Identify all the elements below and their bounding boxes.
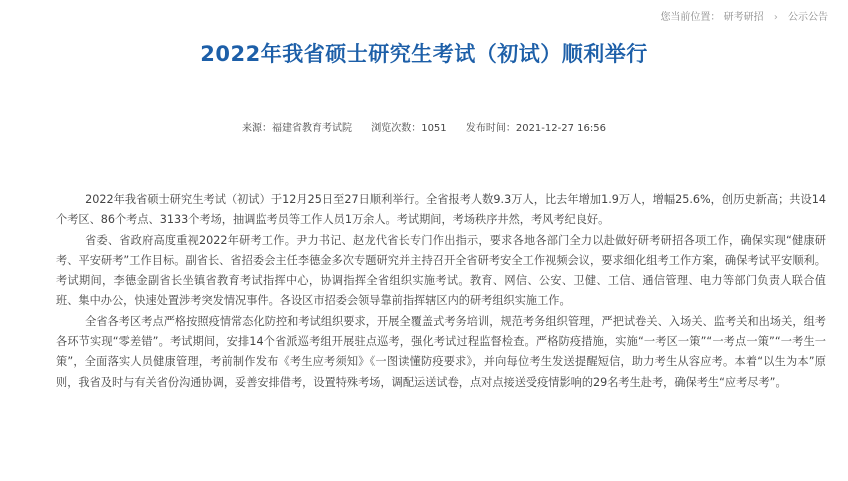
article-paragraph-1: 2022年我省硕士研究生考试（初试）于12月25日至27日顺利举行。全省报考人数9.3万人，比去年增加1.9万人，增幅25.6%，创历史新高；共设14个考区、86个考点、3133个考场，抽调监考员等工作人员1万余人。考试期间，考场秩序井然，考风考纪良好。: [56, 193, 826, 227]
meta-views-value: 1051: [421, 123, 447, 134]
meta-source-value: 福建省教育考试院: [272, 123, 353, 134]
breadcrumb-item-research-exam[interactable]: 研考研招: [723, 12, 764, 23]
article-title: 2022年我省硕士研究生考试（初试）顺利举行: [200, 42, 648, 66]
breadcrumb: [660, 8, 828, 23]
meta-views-label: 浏览次数：: [371, 123, 422, 134]
meta-date-label: 发布时间：: [465, 123, 516, 134]
meta-date: [466, 123, 606, 134]
article-paragraph-3: 全省各考区考点严格按照疫情常态化防控和考试组织要求，开展全覆盖式考务培训，规范考务组织管理，严把试卷关、入场关、监考关和出场关，组考各环节实现“零差错”。考试期间，安排14个省派巡考组开展驻点巡考，强化考试过程监督检查。严格防疫措施，实施“一考区一策”“一考点一策”“一考生一策”，全面落实人员健康管理，考前制作发布《考生应考须知》《一图读懂防疫要求》，并向每位考生发送提醒短信，助力考生从容应考。本着“以生为本”原则，我省及时与有关省份沟通协调，妥善安排借考，设置特殊考场，调配运送试卷，点对点接送受疫情影响的29名考生赴考，确保考生“应考尽考”。: [56, 314, 826, 389]
article-paragraph-2: 省委、省政府高度重视2022年研考工作。尹力书记、赵龙代省长专门作出指示，要求各地各部门全力以赴做好研考研招各项工作，确保实现“健康研考、平安研考”工作目标。副省长、省招委会主任李德金多次专题研究并主持召开全省研考安全工作视频会议，要求细化组考工作方案，确保考试平安顺利。考试期间，李德金副省长坐镇省教育考试指挥中心，协调指挥全省组织实施考试。教育、网信、公安、卫健、工信、通信管理、电力等部门负责人联合值班、集中办公，快速处置涉考突发情况事件。各设区市招委会领导靠前指挥辖区内的研考组织实施工作。: [56, 233, 826, 308]
article-meta: [0, 119, 848, 134]
breadcrumb-prefix: 您当前位置：: [660, 12, 721, 23]
meta-source-label: 来源：: [242, 123, 273, 134]
breadcrumb-item-announcements[interactable]: 公示公告: [788, 12, 828, 23]
meta-views: [371, 123, 446, 134]
meta-date-value: 2021-12-27 16:56: [515, 123, 606, 134]
article-body: [56, 190, 826, 393]
meta-source: [242, 123, 352, 134]
breadcrumb-separator: ›: [773, 12, 778, 23]
